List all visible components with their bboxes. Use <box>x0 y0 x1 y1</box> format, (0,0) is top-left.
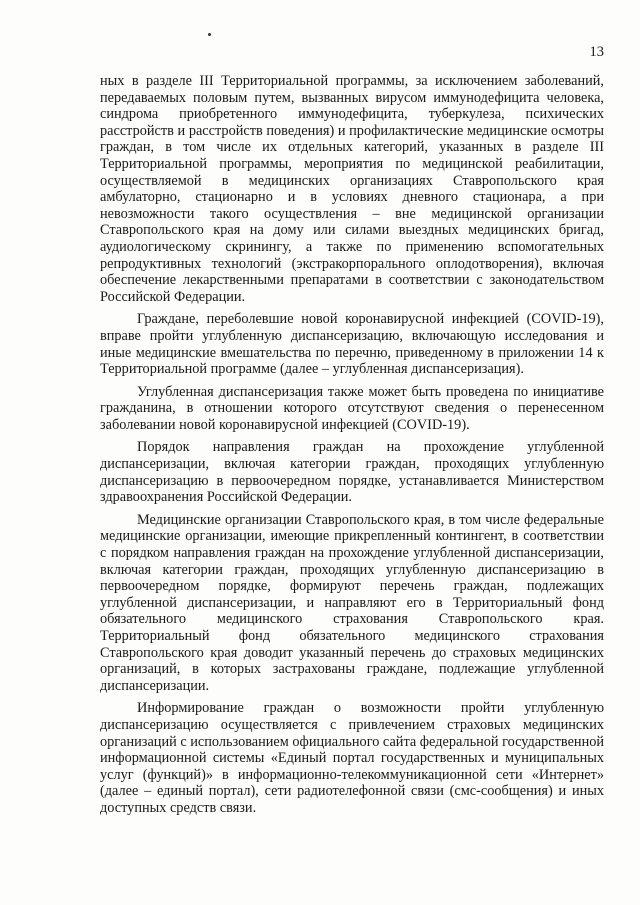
page-number: 13 <box>589 44 604 60</box>
body-text <box>100 73 604 823</box>
paragraph: Порядок направления граждан на прохождение углубленной диспансеризации, включая категории граждан, проходящих углубленную диспансеризацию в первоочередном порядке, устанавливается Министерством здравоохранения Российской Федерации. <box>100 439 604 506</box>
paragraph: Граждане, переболевшие новой коронавирусной инфекцией (COVID-19), вправе пройти углубленную диспансеризацию, включающую исследования и иные медицинские вмешательства по перечню, приведенному в приложении 14 к Территориальной программе (далее – углубленная диспансеризация). <box>100 311 604 378</box>
paragraph: Информирование граждан о возможности пройти углубленную диспансеризацию осуществляется с привлечением страховых медицинских организаций с использованием официального сайта федеральной государственной информационной системы «Единый портал государственных и муниципальных услуг (функций)» в информационно-телекоммуникационной сети «Интернет» (далее – единый портал), сети радиотелефонной связи (смс-сообщения) и иных доступных средств связи. <box>100 700 605 816</box>
paragraph: Углубленная диспансеризация также может быть проведена по инициативе гражданина, в отношении которого отсутствуют сведения о перенесенном заболевании новой коронавирусной инфекцией (COVID-19). <box>100 383 604 433</box>
scan-artifact-dot <box>208 33 211 36</box>
paragraph: ных в разделе III Территориальной программы, за исключением заболеваний, передаваемых половым путем, вызванных вирусом иммунодефицита человека, синдрома приобретенного иммунодефицита, туберкулеза, психических расстройств и расстройств поведения) и профилактические медицинские осмотры граждан, в том числе их отдельных категорий, указанных в разделе III Территориальной программы, мероприятия по медицинской реабилитации, осуществляемой в медицинских организациях Ставропольского края амбулаторно, стационарно и в условиях дневного стационара, а при невозможности такого осуществления – вне медицинской организации Ставропольского края на дому или силами выездных медицинских бригад, аудиологическому скринингу, а также по применению вспомогательных репродуктивных технологий (экстракорпорального оплодотворения), включая обеспечение лекарственными препаратами в соответствии с законодательством Российской Федерации. <box>100 73 604 305</box>
paragraph: Медицинские организации Ставропольского края, в том числе федеральные медицинские организации, имеющие прикрепленный контингент, в соответствии с порядком направления граждан на прохождение углубленной диспансеризации, включая категории граждан, проходящих углубленную диспансеризацию в первоочередном порядке, формируют перечень граждан, подлежащих углубленной диспансеризации, и направляют его в Территориальный фонд обязательного медицинского страхования Ставропольского края. Территориальный фонд обязательного медицинского страхования Ставропольского края доводит указанный перечень до страховых медицинских организаций, в которых застрахованы граждане, подлежащие углубленной диспансеризации. <box>100 511 604 694</box>
